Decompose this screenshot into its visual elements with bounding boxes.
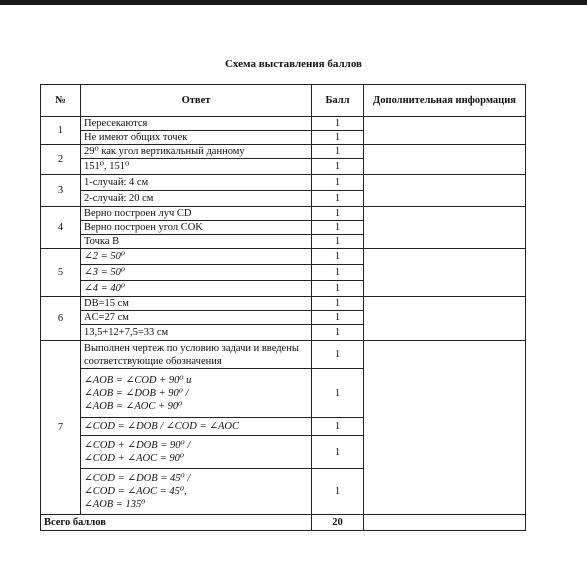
answer-cell: ∠2 = 50⁰ [81,249,312,265]
points-cell: 1 [312,418,364,436]
formula-line: ∠AOB = ∠DOB + 90⁰ / [84,387,189,399]
info-cell [364,515,526,531]
header-row [41,85,526,117]
answer-cell: DB=15 см [81,297,312,311]
total-points: 20 [312,515,364,531]
total-row [41,515,526,531]
table-row [41,249,526,265]
task-number: 4 [41,207,81,249]
answer-cell: 151⁰, 151⁰ [81,159,312,175]
points-cell: 1 [312,341,364,369]
table-row [41,175,526,191]
document-title: Схема выставления баллов [224,58,362,70]
task-number: 2 [41,145,81,175]
answer-cell: Точка B [81,235,312,249]
answer-cell: 2-случай: 20 см [81,191,312,207]
info-cell [364,341,526,515]
points-cell: 1 [312,117,364,131]
info-cell [364,145,526,175]
answer-cell: Не имеют общих точек [81,131,312,145]
points-cell: 1 [312,207,364,221]
points-cell: 1 [312,249,364,265]
points-cell: 1 [312,131,364,145]
header-points: Балл [312,85,364,117]
task-number: 5 [41,249,81,297]
header-answer: Ответ [81,85,312,117]
answer-cell: Пересекаются [81,117,312,131]
formula-line: ∠COD + ∠AOC = 90⁰ [84,453,185,464]
formula-line: ∠AOB = 135⁰ [84,499,146,510]
answer-cell [81,369,312,418]
formula-line: ∠COD = ∠AOC = 45⁰, [84,486,187,497]
info-cell [364,297,526,341]
points-cell: 1 [312,369,364,418]
table-row [41,207,526,221]
points-cell: 1 [312,235,364,249]
points-cell: 1 [312,311,364,325]
points-cell: 1 [312,281,364,297]
answer-cell: 13,5+12+7,5=33 см [81,325,312,341]
table-row [41,117,526,131]
formula-line: ∠COD = ∠DOB = 45⁰ / [84,473,191,484]
info-cell [364,175,526,207]
points-cell: 1 [312,436,364,469]
points-cell: 1 [312,469,364,515]
points-cell: 1 [312,175,364,191]
task-number: 3 [41,175,81,207]
scoring-table [40,84,526,531]
answer-cell: AC=27 см [81,311,312,325]
header-info: Дополнительная информация [364,85,526,117]
points-cell: 1 [312,325,364,341]
answer-cell: ∠COD = ∠DOB / ∠COD = ∠AOC [81,418,312,436]
answer-cell: ∠3 = 50⁰ [81,265,312,281]
answer-cell: Выполнен чертеж по условию задачи и введены соответствующие обозначения [81,341,312,369]
task-number: 6 [41,297,81,341]
task-number: 1 [41,117,81,145]
total-label: Всего баллов [41,515,312,531]
formula-line: ∠AOB = ∠AOC + 90⁰ [84,400,183,412]
points-cell: 1 [312,297,364,311]
top-border-bar [0,0,587,5]
points-cell: 1 [312,265,364,281]
points-cell: 1 [312,145,364,159]
table-row [41,145,526,159]
answer-cell: Верно построен луч CD [81,207,312,221]
answer-cell [81,469,312,515]
answer-cell: 1-случай: 4 см [81,175,312,191]
answer-cell: 29⁰ как угол вертикальный данному [81,145,312,159]
points-cell: 1 [312,221,364,235]
table-row [41,297,526,311]
answer-cell: ∠4 = 40⁰ [81,281,312,297]
points-cell: 1 [312,191,364,207]
answer-cell [81,436,312,469]
info-cell [364,117,526,145]
formula-line: ∠COD + ∠DOB = 90⁰ / [84,440,191,451]
info-cell [364,207,526,249]
formula-line: ∠AOB = ∠COD + 90⁰ и [84,374,192,386]
points-cell: 1 [312,159,364,175]
task-number: 7 [41,341,81,515]
table-row [41,341,526,369]
answer-cell: Верно построен угол COK [81,221,312,235]
header-num: № [41,85,81,117]
info-cell [364,249,526,297]
